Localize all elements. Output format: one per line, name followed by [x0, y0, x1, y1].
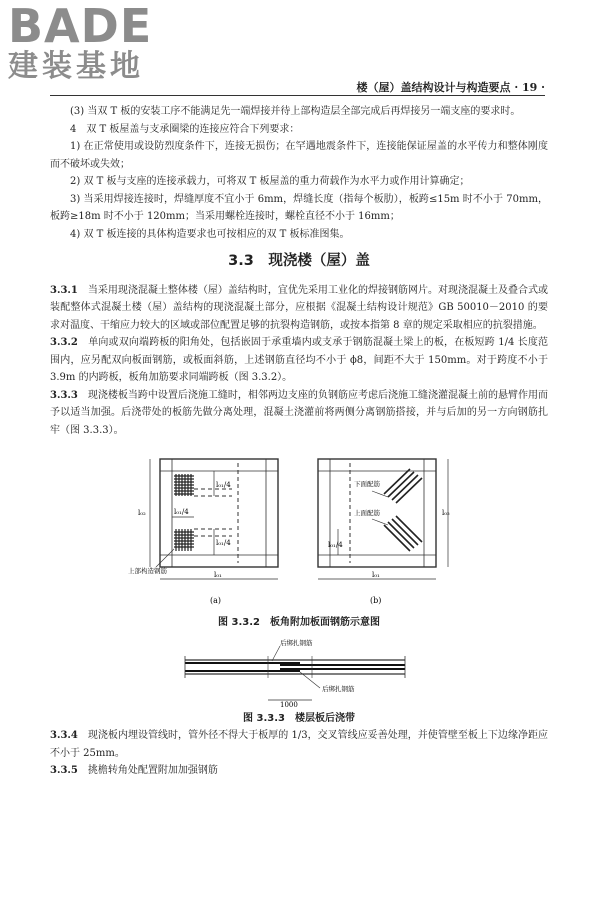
figure-3-3-2 — [50, 449, 548, 614]
brand-logo — [8, 2, 183, 84]
paragraph: 1) 在正常使用或设防烈度条件下，连接无损伤；在罕遇地震条件下，连接能保证屋盖的水平传力和整体刚度而不破坏或失效； — [50, 141, 548, 170]
dim-label: l₀₂ — [442, 509, 450, 517]
clause-text: 挑檐转角处配置附加加强钢筋 — [87, 765, 218, 776]
clause-text: 单向或双向端跨板的阳角处，包括嵌固于承重墙内或支承于钢筋混凝土梁上的板，在板短跨 1/4 长度范围内，应另配双向板面钢筋，或板面斜筋，上述钢筋直径均不小于 ϕ8，间距不大于 150mm。对于跨度不小于 3.9m 的内跨板，板角加筋要求同端跨板（图 3.3.2）。 — [50, 337, 549, 383]
note-text: 上部构造钢筋 — [128, 567, 167, 575]
dim-label: l₀₁ — [372, 571, 380, 579]
figure-b-diagram — [298, 449, 468, 614]
dim-label: l₀₁/4 — [328, 541, 343, 549]
label-text: 后绑扎钢筋 — [280, 638, 313, 647]
clause-number: 3.3.4 — [50, 730, 78, 741]
dim-label: l₀₁/4 — [216, 481, 231, 489]
clause-number: 3.3.1 — [50, 284, 78, 296]
running-header: 楼（屋）盖结构设计与构造要点 · 19 · — [356, 81, 545, 94]
figure-label-b: (b) — [370, 596, 382, 605]
paragraph: 3) 当采用焊接连接时，焊缝厚度不宜小于 6mm，焊缝长度（指每个板肋），板跨≤15m 时不小于 70mm，板跨≥18m 时不小于 120mm；当采用螺栓连接时，螺栓直径不小于 16mm； — [50, 193, 548, 222]
dim-label: l₀₁ — [214, 571, 222, 579]
figure-caption: 图 3.3.3 楼层板后浇带 — [243, 712, 355, 724]
clause-number: 3.3.5 — [50, 765, 78, 776]
figure-label-a: (a) — [210, 596, 222, 605]
figure-3-3-3 — [50, 632, 548, 710]
clause-3-3-1 — [50, 282, 548, 335]
note-text: 下面配筋 — [354, 480, 380, 488]
dim-label: 1000 — [280, 700, 298, 709]
label-text: 后绑扎钢筋 — [322, 684, 355, 693]
paragraph: (3) 当双 T 板的安装工序不能满足先一端焊接并待上部构造层全部完成后再焊接另一端支座的要求时。 — [70, 106, 521, 117]
dim-label: l₀₁/4 — [174, 508, 189, 516]
logo-text-cn: 建装基地 — [8, 49, 144, 84]
note-text: 上面配筋 — [354, 509, 380, 517]
logo-text-en: BADE — [8, 0, 153, 53]
clause-number: 3.3.2 — [50, 337, 78, 348]
paragraph: 4) 双 T 板连接的具体构造要求也可按相应的双 T 板标准图集。 — [70, 228, 350, 240]
section-heading: 3.3 现浇楼（屋）盖 — [228, 253, 370, 269]
dim-label: l₀₂ — [138, 509, 146, 517]
post-pour-strip-diagram — [180, 632, 410, 710]
paragraph: 2) 双 T 板与支座的连接承载力，可将双 T 板屋盖的重力荷载作为水平力或作用计算确定； — [70, 176, 470, 187]
clause-text: 现浇楼板当跨中设置后浇施工缝时，相邻两边支座的负钢筋应考虑后浇施工缝浇灌混凝土前的悬臂作用而予以适当加强。后浇带处的板筋先做分离处理，混凝土浇灌前将两侧分离钢筋搭接，并与后加的另一方向钢筋扎牢（图 3.3.3）。 — [50, 389, 549, 436]
clause-3-3-5 — [50, 762, 548, 780]
header-rule — [50, 95, 545, 96]
dim-label: l₀₁/4 — [216, 539, 231, 547]
clause-3-3-3 — [50, 387, 548, 440]
clause-3-3-2 — [50, 334, 548, 387]
clause-3-3-4 — [50, 727, 548, 762]
paragraph: 4 双 T 板屋盖与支承圈梁的连接应符合下列要求： — [70, 123, 300, 135]
page-body — [50, 103, 548, 780]
figure-caption: 图 3.3.2 板角附加板面钢筋示意图 — [218, 617, 380, 628]
clause-text: 现浇板内埋设管线时，管外径不得大于板厚的 1/3，交叉管线应妥善处理，并使管壁至板上下边缘净距应不小于 25mm。 — [50, 730, 549, 759]
figure-a-diagram — [128, 449, 298, 614]
clause-text: 当采用现浇混凝土整体楼（屋）盖结构时，宜优先采用工业化的焊接钢筋网片。对现浇混凝土及叠合式或装配整体式混凝土楼（屋）盖结构的现浇混凝土部分，应根据《混凝土结构设计规范》GB 50010－2010 的要求对温度、干缩应力较大的区域或部位配置足够的抗裂构造钢筋，或按本指第 8 章的规定采取相应的抗裂措施。 — [50, 284, 549, 331]
clause-number: 3.3.3 — [50, 389, 78, 401]
